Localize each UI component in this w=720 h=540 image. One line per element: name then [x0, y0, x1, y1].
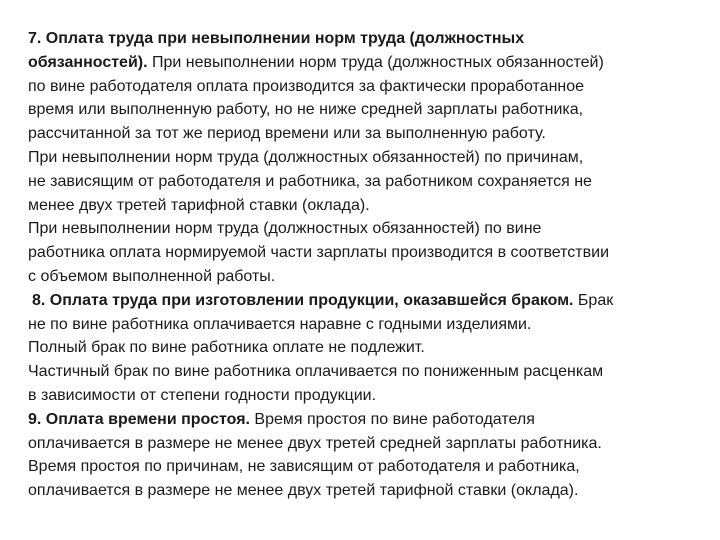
- section-8-line-1-text: Брак: [573, 291, 614, 309]
- section-7-line-7: не зависящим от работодателя и работника, за работником сохраняется не: [28, 172, 592, 190]
- section-9-line-3: Время простоя по причинам, не зависящим от работодателя и работника,: [28, 458, 580, 476]
- section-9-line-1: [28, 408, 698, 432]
- section-7-line-4: время или выполненную работу, но не ниже средней зарплаты работника,: [28, 101, 584, 119]
- section-7-line-6: При невыполнении норм труда (должностных обязанностей) по причинам,: [28, 148, 584, 166]
- section-9-line-2: оплачивается в размере не менее двух третей средней зарплаты работника.: [28, 434, 602, 452]
- section-8-line-4: Частичный брак по вине работника оплачивается по пониженным расценкам: [28, 363, 604, 381]
- section-7-line-9: При невыполнении норм труда (должностных обязанностей) по вине: [28, 220, 542, 238]
- section-7-line-5: рассчитанной за тот же период времени или за выполненную работу.: [28, 125, 546, 143]
- slide-text: [28, 27, 698, 503]
- section-9-title: 9. Оплата времени простоя.: [28, 410, 250, 428]
- section-7-title-line-2: обязанностей).: [28, 53, 148, 71]
- section-8-line-5: в зависимости от степени годности продукции.: [28, 386, 377, 404]
- section-7-line-10: работника оплата нормируемой части зарплаты производится в соответствии: [28, 244, 609, 262]
- section-7-line-2-text: При невыполнении норм труда (должностных обязанностей): [147, 53, 604, 71]
- section-8-title: 8. Оплата труда при изготовлении продукции, оказавшейся браком.: [32, 291, 574, 309]
- section-7-line-11: с объемом выполненной работы.: [28, 267, 276, 285]
- section-7-line-3: по вине работодателя оплата производится за фактически проработанное: [28, 77, 585, 95]
- section-9-line-4: оплачивается в размере не менее двух третей тарифной ставки (оклада).: [28, 482, 579, 500]
- section-7-line-8: менее двух третей тарифной ставки (оклада).: [28, 196, 370, 214]
- section-8-line-1: [28, 289, 698, 313]
- section-8-line-2: не по вине работника оплачивается наравне с годными изделиями.: [28, 315, 532, 333]
- section-7-line-2: [28, 51, 698, 75]
- section-8-line-3: Полный брак по вине работника оплате не подлежит.: [28, 339, 425, 357]
- section-9-line-1-text: Время простоя по вине работодателя: [249, 410, 535, 428]
- section-7-title-line-1: 7. Оплата труда при невыполнении норм труда (должностных: [28, 30, 525, 47]
